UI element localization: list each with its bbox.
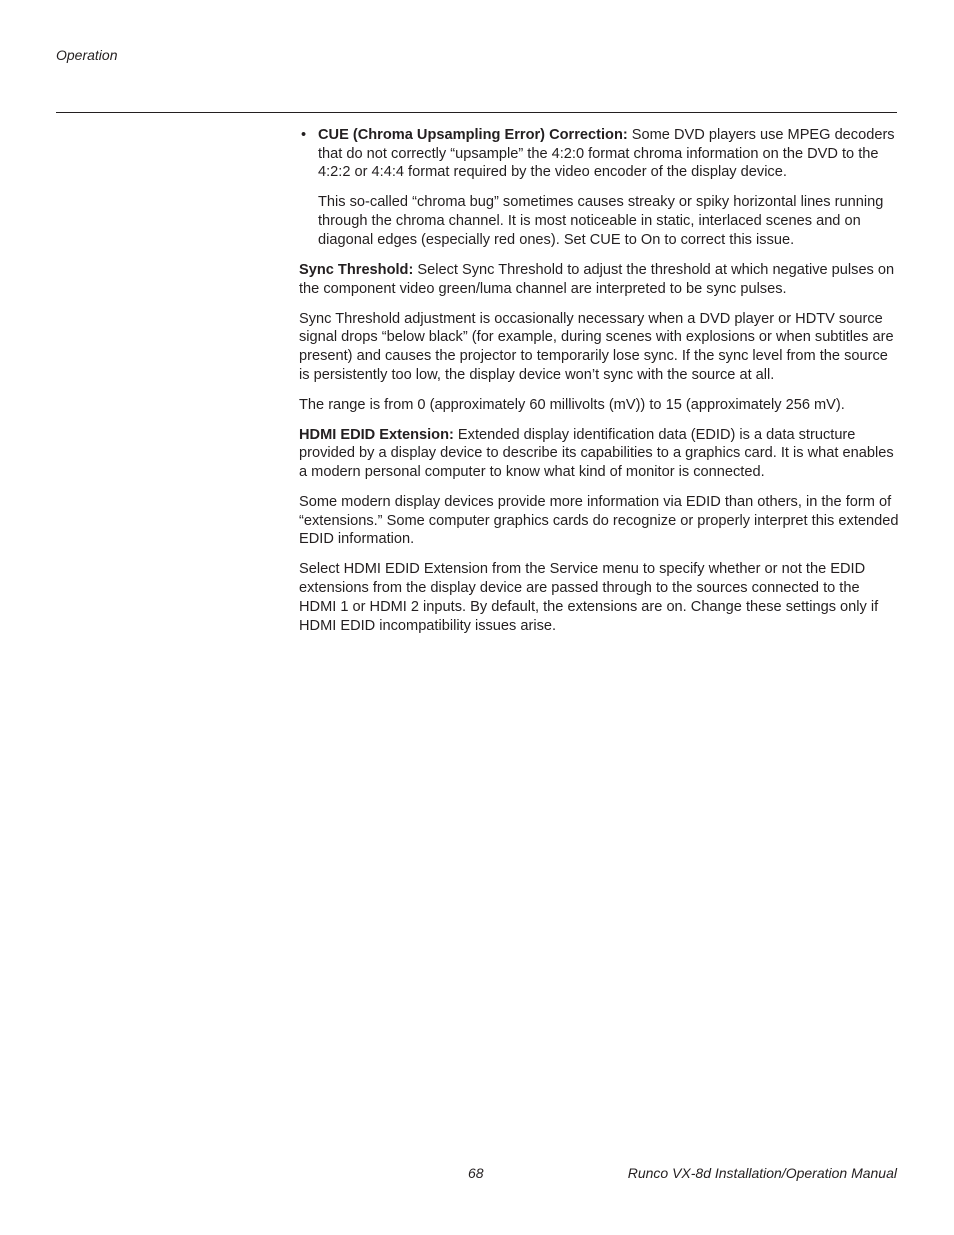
sync-paragraph-3: The range is from 0 (approximately 60 millivolts (mV)) to 15 (approximately 256 mV). xyxy=(299,396,845,413)
edid-paragraph-2: Some modern display devices provide more information via EDID than others, in the form of “extensions.” Some computer graphics cards do recognize or properly interpret this extended EDID information. xyxy=(299,494,899,548)
sync-term: Sync Threshold: xyxy=(299,261,414,278)
sync-paragraph xyxy=(299,261,899,298)
edid-paragraph xyxy=(299,426,899,482)
edid-text: Extended display identification data (EDID) is a data structure provided by a display device to describe its capabilities to a graphics card. It is what enables a modern personal computer to know what kind of monitor is connected. xyxy=(299,426,894,481)
header-rule xyxy=(56,112,897,113)
edid-paragraph-3: Select HDMI EDID Extension from the Service menu to specify whether or not the EDID extensions from the display device are passed through to the sources connected to the HDMI 1 or HDMI 2 inputs. By default, the extensions are on. Change these settings only if HDMI EDID incompatibility issues arise. xyxy=(299,561,879,634)
cue-text: Some DVD players use MPEG decoders that do not correctly “upsample” the 4:2:0 format chroma information on the DVD to the 4:2:2 or 4:4:4 format required by the video encoder of the display device. xyxy=(318,127,895,181)
sync-text: Select Sync Threshold to adjust the threshold at which negative pulses on the component video green/luma channel are interpreted to be sync pulses. xyxy=(299,261,895,297)
cue-paragraph xyxy=(318,126,899,182)
bullet-mark: • xyxy=(301,127,307,143)
sync-paragraph-2: Sync Threshold adjustment is occasionally necessary when a DVD player or HDTV source signal drops “below black” (for example, during scenes with explosions or when subtitles are present) and causes the projector to temporarily lose sync. If the sync level from the source is persistently too low, the display device won’t sync with the source at all. xyxy=(299,310,894,383)
edid-term: HDMI EDID Extension: xyxy=(299,426,454,443)
running-head: Operation xyxy=(56,47,118,63)
bullet-item-cue xyxy=(299,126,899,250)
manual-title: Runco VX-8d Installation/Operation Manual xyxy=(627,1165,897,1181)
page-number: 68 xyxy=(468,1165,484,1181)
page-content xyxy=(299,126,899,647)
cue-paragraph-2: This so-called “chroma bug” sometimes causes streaky or spiky horizontal lines running through the chroma channel. It is most noticeable in static, interlaced scenes and on diagonal edges (especially red ones). Set CUE to On to correct this issue. xyxy=(318,194,884,248)
cue-term: CUE (Chroma Upsampling Error) Correction: xyxy=(318,127,628,143)
